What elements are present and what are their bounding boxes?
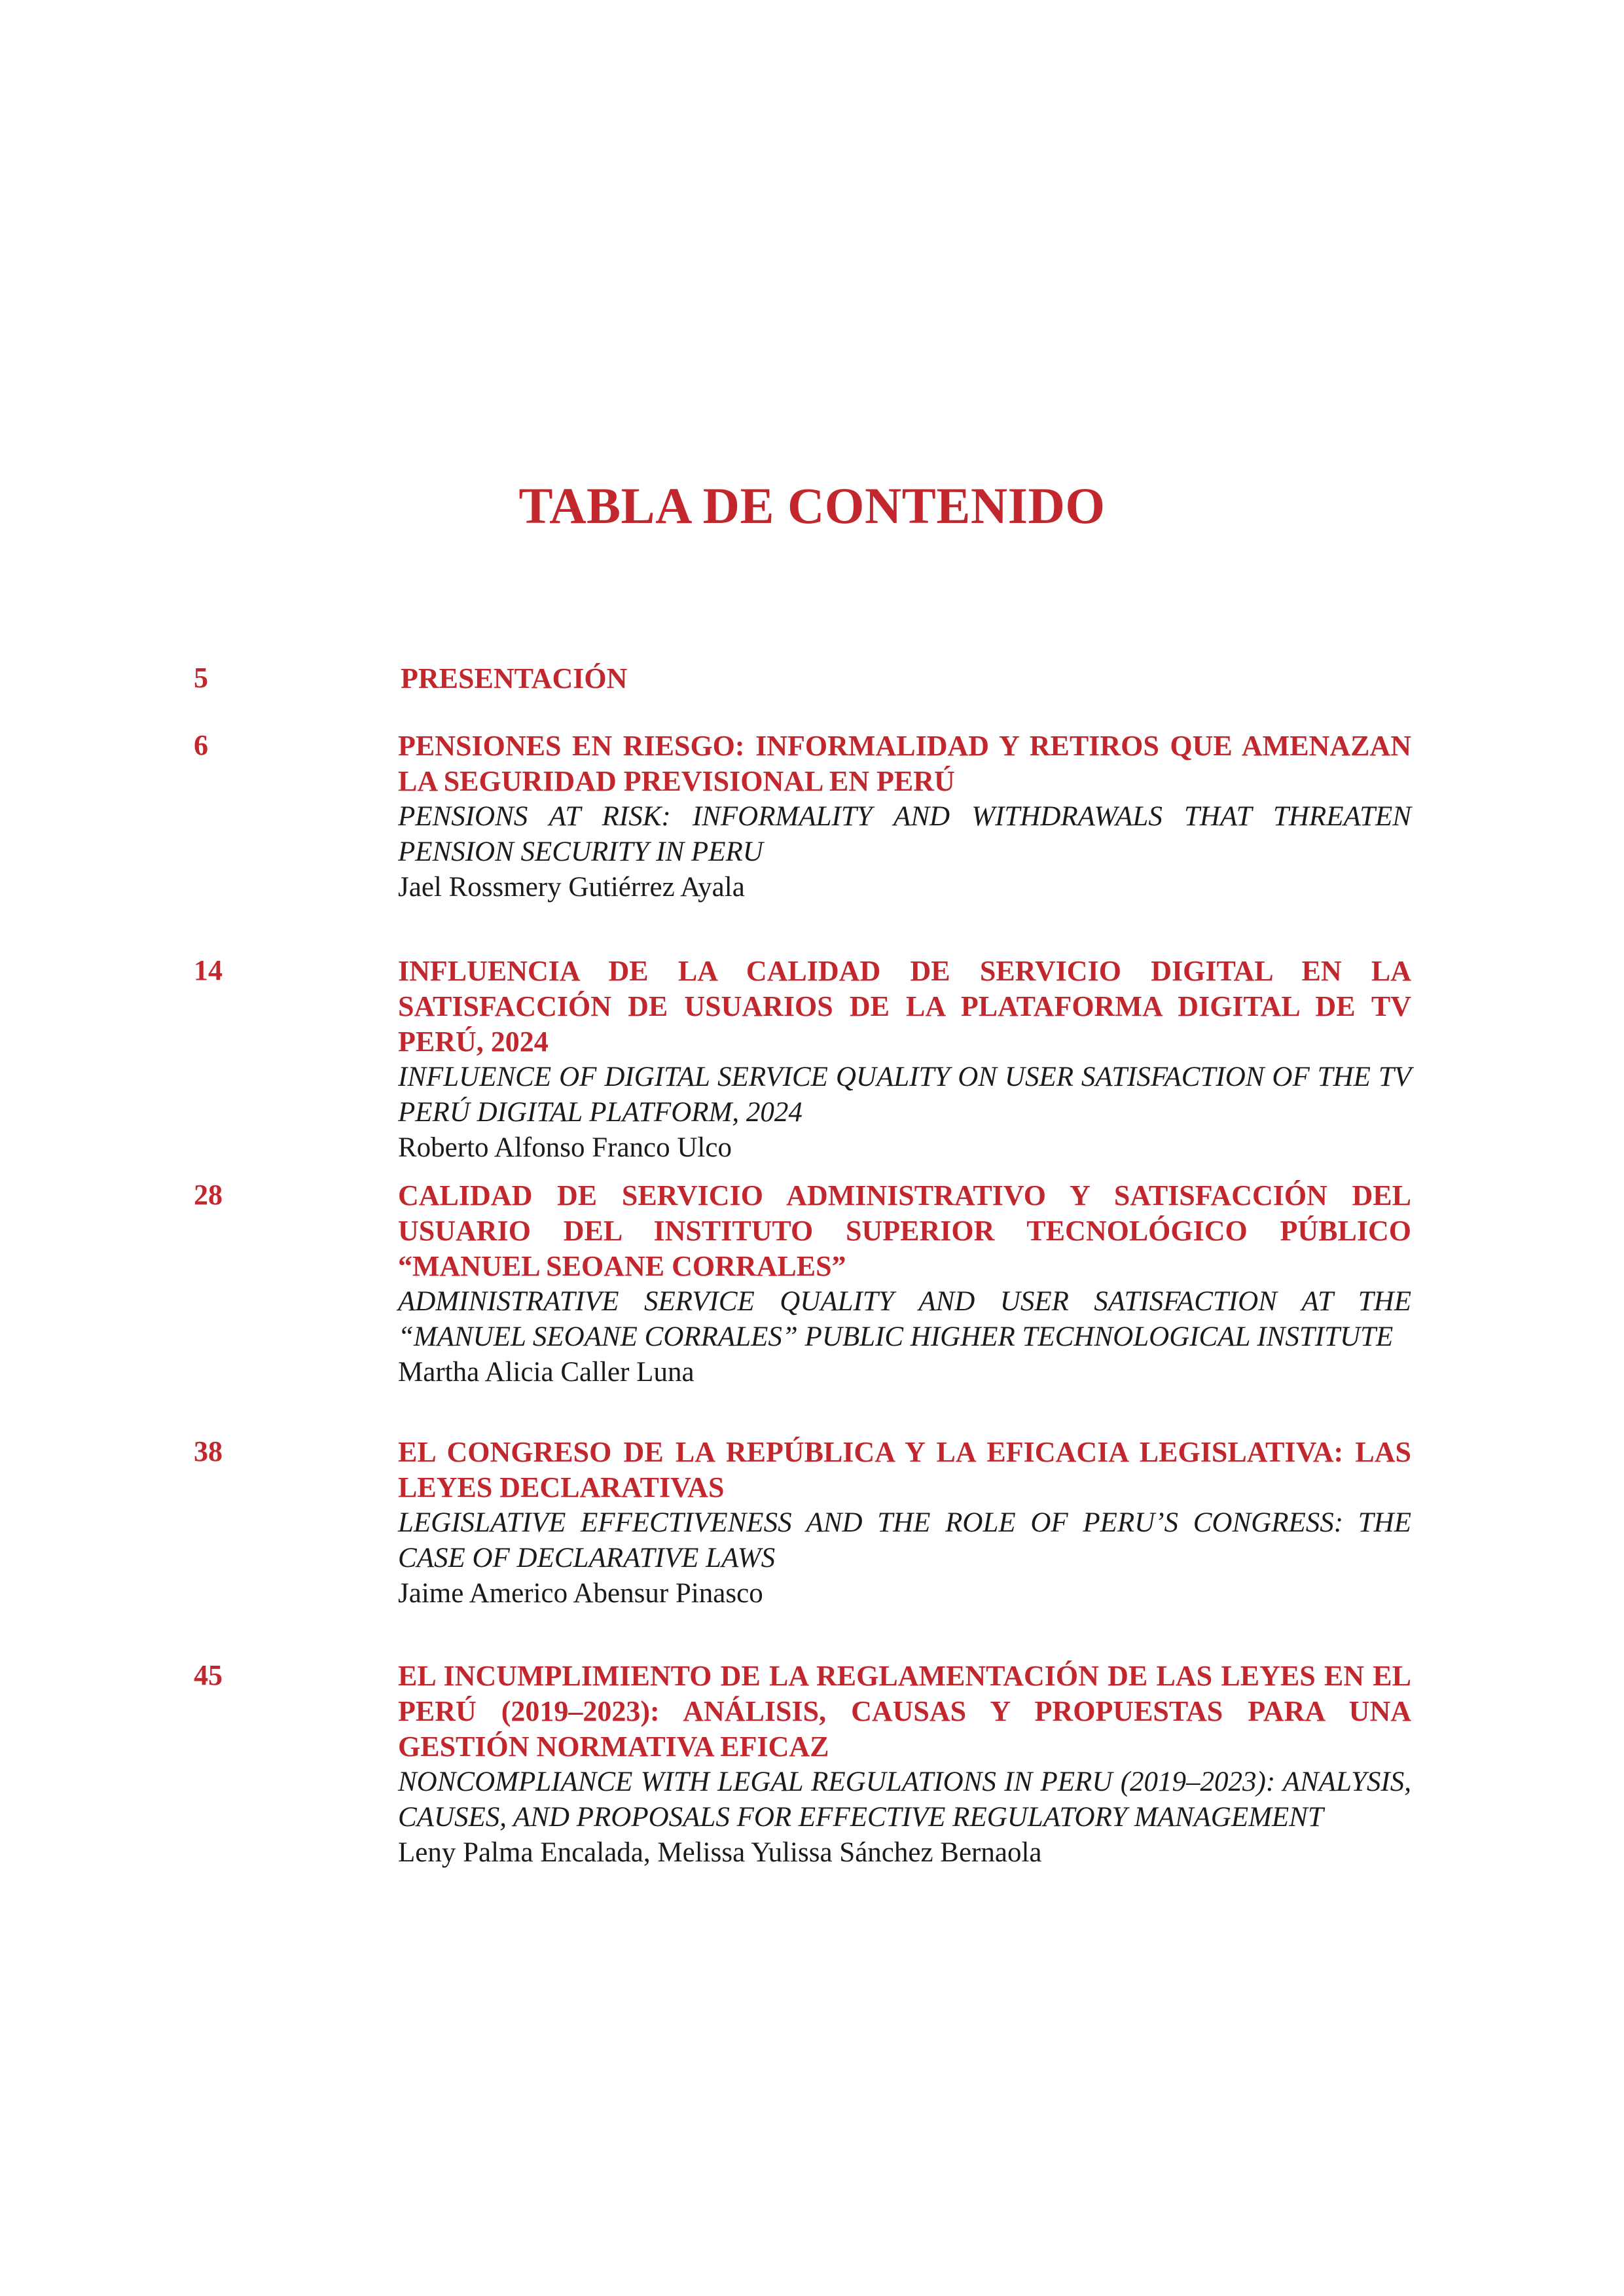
entry-body: [398, 1659, 1411, 1871]
entry-subtitle: INFLUENCE OF DIGITAL SERVICE QUALITY ON USER SATISFACTION OF THE TV PERÚ DIGITAL PLATFORM, 2024: [398, 1062, 1411, 1128]
entry-page-number: 14: [194, 954, 223, 986]
entry-title[interactable]: EL INCUMPLIMIENTO DE LA REGLAMENTACIÓN DE LAS LEYES EN EL PERÚ (2019–2023): ANÁLISIS, CAUSAS Y PROPUESTAS PARA UNA GESTIÓN NORMATIVA EFICAZ: [398, 1660, 1411, 1763]
entry-title[interactable]: EL CONGRESO DE LA REPÚBLICA Y LA EFICACIA LEGISLATIVA: LAS LEYES DECLARATIVAS: [398, 1436, 1411, 1503]
entry-subtitle: PENSIONS AT RISK: INFORMALITY AND WITHDRAWALS THAT THREATEN PENSION SECURITY IN PERU: [398, 801, 1411, 867]
entry-author: Leny Palma Encalada, Melissa Yulissa Sánchez Bernaola: [398, 1837, 1042, 1868]
entry-subtitle: NONCOMPLIANCE WITH LEGAL REGULATIONS IN PERU (2019–2023): ANALYSIS, CAUSES, AND PROPOSALS FOR EFFECTIVE REGULATORY MANAGEMENT: [398, 1767, 1411, 1833]
entry-subtitle: LEGISLATIVE EFFECTIVENESS AND THE ROLE OF PERU’S CONGRESS: THE CASE OF DECLARATIVE LAWS: [398, 1507, 1411, 1573]
entry-body: [398, 954, 1411, 1166]
entry-body: [398, 728, 1411, 905]
entry-author: Roberto Alfonso Franco Ulco: [398, 1132, 732, 1163]
page-title: TABLA DE CONTENIDO: [518, 477, 1106, 534]
entry-page-number: 6: [194, 729, 208, 761]
entry-title[interactable]: CALIDAD DE SERVICIO ADMINISTRATIVO Y SATISFACCIÓN DEL USUARIO DEL INSTITUTO SUPERIOR TECNOLÓGICO PÚBLICO “MANUEL SEOANE CORRALES”: [398, 1179, 1411, 1282]
entry-body: [398, 1178, 1411, 1390]
entry-page-number: 45: [194, 1659, 223, 1691]
entry-title[interactable]: PENSIONES EN RIESGO: INFORMALIDAD Y RETIROS QUE AMENAZAN LA SEGURIDAD PREVISIONAL EN PERÚ: [398, 730, 1411, 797]
entry-author: Martha Alicia Caller Luna: [398, 1357, 695, 1388]
entry-page-number: 28: [194, 1179, 223, 1211]
entry-author: Jaime Americo Abensur Pinasco: [398, 1578, 763, 1609]
entry-subtitle: ADMINISTRATIVE SERVICE QUALITY AND USER SATISFACTION AT THE “MANUEL SEOANE CORRALES” PUBLIC HIGHER TECHNOLOGICAL INSTITUTE: [398, 1286, 1411, 1352]
entry-body: [401, 661, 1414, 696]
entry-title[interactable]: PRESENTACIÓN: [401, 662, 628, 694]
entry-author: Jael Rossmery Gutiérrez Ayala: [398, 872, 745, 903]
entry-body: [398, 1435, 1411, 1611]
entry-title[interactable]: INFLUENCIA DE LA CALIDAD DE SERVICIO DIGITAL EN LA SATISFACCIÓN DE USUARIOS DE LA PLATAFORMA DIGITAL DE TV PERÚ, 2024: [398, 955, 1411, 1058]
entry-page-number: 5: [194, 662, 208, 694]
entry-page-number: 38: [194, 1435, 223, 1467]
